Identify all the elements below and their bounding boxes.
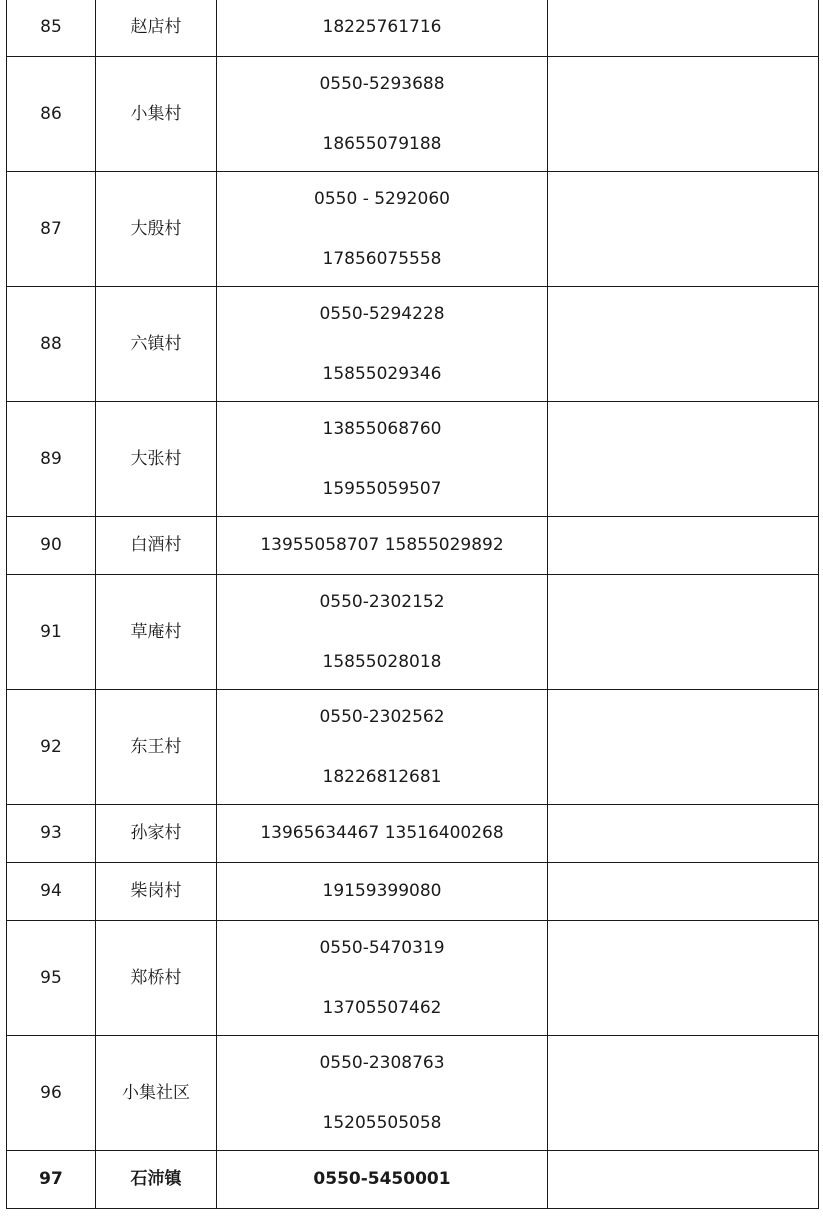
phone-number: 18226812681 (322, 766, 442, 787)
phone-number: 15205505058 (322, 1112, 442, 1133)
table-row (7, 1151, 819, 1209)
phone-cell (217, 575, 548, 690)
phone-number: 13955058707 15855029892 (260, 535, 504, 555)
row-number: 88 (7, 287, 96, 402)
row-number: 92 (7, 690, 96, 805)
table-row (7, 287, 819, 402)
phone-cell (217, 1036, 548, 1151)
table-row (7, 0, 819, 57)
phone-cell (217, 863, 548, 921)
phone-number: 0550-5294228 (319, 303, 445, 324)
village-name: 赵店村 (96, 0, 217, 57)
phone-cell (217, 805, 548, 863)
phone-number: 0550-2308763 (319, 1052, 445, 1073)
empty-cell (548, 805, 819, 863)
phone-number: 0550-2302562 (319, 706, 445, 727)
empty-cell (548, 517, 819, 575)
village-name: 大殷村 (96, 172, 217, 287)
empty-cell (548, 0, 819, 57)
village-name: 大张村 (96, 402, 217, 517)
phone-number: 19159399080 (322, 881, 442, 901)
village-name: 东王村 (96, 690, 217, 805)
row-number: 87 (7, 172, 96, 287)
table-row (7, 57, 819, 172)
empty-cell (548, 690, 819, 805)
table-row (7, 575, 819, 690)
table-row (7, 1036, 819, 1151)
row-number: 96 (7, 1036, 96, 1151)
empty-cell (548, 1151, 819, 1209)
row-number: 93 (7, 805, 96, 863)
village-name: 小集社区 (96, 1036, 217, 1151)
phone-number: 0550-5293688 (319, 73, 445, 94)
row-number: 94 (7, 863, 96, 921)
empty-cell (548, 921, 819, 1036)
phone-number: 15855029346 (322, 363, 442, 384)
phone-number: 0550 - 5292060 (314, 188, 450, 209)
village-name: 郑桥村 (96, 921, 217, 1036)
phone-number: 0550-5450001 (313, 1169, 451, 1189)
village-name: 小集村 (96, 57, 217, 172)
phone-number: 13965634467 13516400268 (260, 823, 504, 843)
phone-cell (217, 287, 548, 402)
village-name: 草庵村 (96, 575, 217, 690)
table-row (7, 921, 819, 1036)
village-name: 六镇村 (96, 287, 217, 402)
empty-cell (548, 287, 819, 402)
phone-number: 17856075558 (322, 248, 442, 269)
row-number: 89 (7, 402, 96, 517)
empty-cell (548, 402, 819, 517)
contact-table (6, 0, 819, 1209)
phone-cell (217, 1151, 548, 1209)
empty-cell (548, 575, 819, 690)
village-name: 柴岗村 (96, 863, 217, 921)
phone-number: 0550-2302152 (319, 591, 445, 612)
row-number: 86 (7, 57, 96, 172)
phone-cell (217, 402, 548, 517)
phone-number: 15855028018 (322, 651, 442, 672)
phone-number: 13705507462 (322, 997, 442, 1018)
town-name: 石沛镇 (96, 1151, 217, 1209)
table-row (7, 863, 819, 921)
row-number: 97 (7, 1151, 96, 1209)
phone-cell (217, 517, 548, 575)
phone-cell (217, 0, 548, 57)
village-name: 白酒村 (96, 517, 217, 575)
phone-number: 15955059507 (322, 478, 442, 499)
empty-cell (548, 172, 819, 287)
table-row (7, 402, 819, 517)
phone-number: 13855068760 (322, 418, 442, 439)
phone-cell (217, 921, 548, 1036)
phone-number: 0550-5470319 (319, 937, 445, 958)
row-number: 91 (7, 575, 96, 690)
empty-cell (548, 57, 819, 172)
table-row (7, 805, 819, 863)
table-row (7, 690, 819, 805)
row-number: 90 (7, 517, 96, 575)
table-row (7, 172, 819, 287)
row-number: 95 (7, 921, 96, 1036)
phone-cell (217, 57, 548, 172)
phone-cell (217, 690, 548, 805)
phone-number: 18655079188 (322, 133, 442, 154)
empty-cell (548, 1036, 819, 1151)
row-number: 85 (7, 0, 96, 57)
empty-cell (548, 863, 819, 921)
table-row (7, 517, 819, 575)
phone-cell (217, 172, 548, 287)
phone-number: 18225761716 (322, 17, 442, 37)
village-name: 孙家村 (96, 805, 217, 863)
